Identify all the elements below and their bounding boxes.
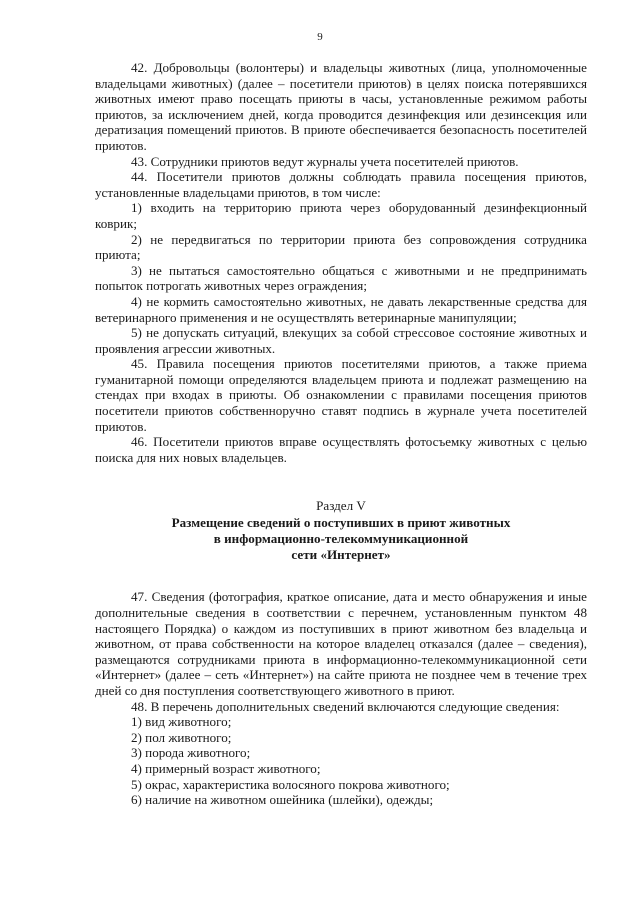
paragraph-48-item-6: 6) наличие на животном ошейника (шлейки), одежды; bbox=[131, 792, 434, 808]
paragraph-44-item-1: 1) входить на территорию приюта через оборудованный дезинфекционный коврик; bbox=[95, 200, 587, 231]
paragraph-44-item-4: 4) не кормить самостоятельно животных, не давать лекарственные средства для ветеринарного применения и не осуществлять ветеринарные манипуляции; bbox=[95, 293, 587, 325]
section-label: Раздел V bbox=[316, 498, 366, 514]
paragraph-42: 42. Добровольцы (волонтеры) и владельцы животных (лица, уполномоченные владельцами животных) (далее – посетители приютов) в целях поиска потерявшихся животных имеют право посещать приюты в часы, установленные режимом работы приютов, за исключением дней, когда проводится дезинфекция или дезинсекция или дератизация помещений приютов. В приюте обеспечивается безопасность посетителей приютов. bbox=[95, 60, 587, 153]
paragraphs-top bbox=[95, 60, 587, 465]
paragraph-48-item-4: 4) примерный возраст животного; bbox=[131, 760, 321, 776]
paragraph-44-item-5: 5) не допускать ситуаций, влекущих за собой стрессовое состояние животных и проявления агрессии животных. bbox=[95, 325, 587, 356]
page-number: 9 bbox=[317, 31, 323, 43]
section-header bbox=[95, 498, 587, 563]
section-title-line-1: Размещение сведений о поступивших в приют животных bbox=[171, 515, 511, 531]
paragraph-47: 47. Сведения (фотография, краткое описание, дата и место обнаружения и иные дополнительные сведения в соответствии с перечнем, установленным пунктом 48 настоящего Порядка) о каждом из поступивших в приют животном без владельца и животном, от права собственности на которое владелец отказался (далее – сведения), размещаются сотрудниками приюта в информационно-телекоммуникационной сети «Интернет» (далее – сеть «Интернет») на сайте приюта не позднее чем в течение трех дней со дня поступления соответствующего животного в приют. bbox=[95, 589, 587, 698]
paragraph-46: 46. Посетители приютов вправе осуществлять фотосъемку животных с целью поиска для них новых владельцев. bbox=[95, 434, 587, 465]
paragraph-44-item-2: 2) не передвигаться по территории приюта без сопровождения сотрудника приюта; bbox=[95, 231, 587, 263]
paragraph-45: 45. Правила посещения приютов посетителями приютов, а также приема гуманитарной помощи определяются владельцем приюта и подлежат размещению на стендах при входах в приюты. Об ознакомлении с правилами посещения приютов посетители приютов собственноручно ставят подпись в журнале учета посетителей приютов. bbox=[95, 356, 587, 434]
paragraph-48-item-2: 2) пол животного; bbox=[131, 729, 232, 745]
section-title-line-2: в информационно-телекоммуникационной bbox=[213, 531, 469, 547]
paragraph-48-item-5: 5) окрас, характеристика волосяного покрова животного; bbox=[131, 776, 450, 792]
document-body bbox=[95, 60, 587, 808]
paragraph-44: 44. Посетители приютов должны соблюдать правила посещения приютов, установленные владельцами приютов, в том числе: bbox=[95, 169, 587, 200]
paragraph-48: 48. В перечень дополнительных сведений включаются следующие сведения: bbox=[131, 698, 560, 714]
section-title bbox=[95, 515, 587, 563]
section-title-line-3: сети «Интернет» bbox=[291, 547, 391, 563]
paragraph-43: 43. Сотрудники приютов ведут журналы учета посетителей приютов. bbox=[131, 153, 519, 169]
paragraph-44-item-3: 3) не пытаться самостоятельно общаться с животными и не предпринимать попыток потрогать животных через ограждения; bbox=[95, 262, 587, 294]
paragraph-48-item-3: 3) порода животного; bbox=[131, 745, 251, 761]
paragraphs-bottom bbox=[95, 589, 587, 807]
paragraph-48-item-1: 1) вид животного; bbox=[131, 714, 232, 730]
